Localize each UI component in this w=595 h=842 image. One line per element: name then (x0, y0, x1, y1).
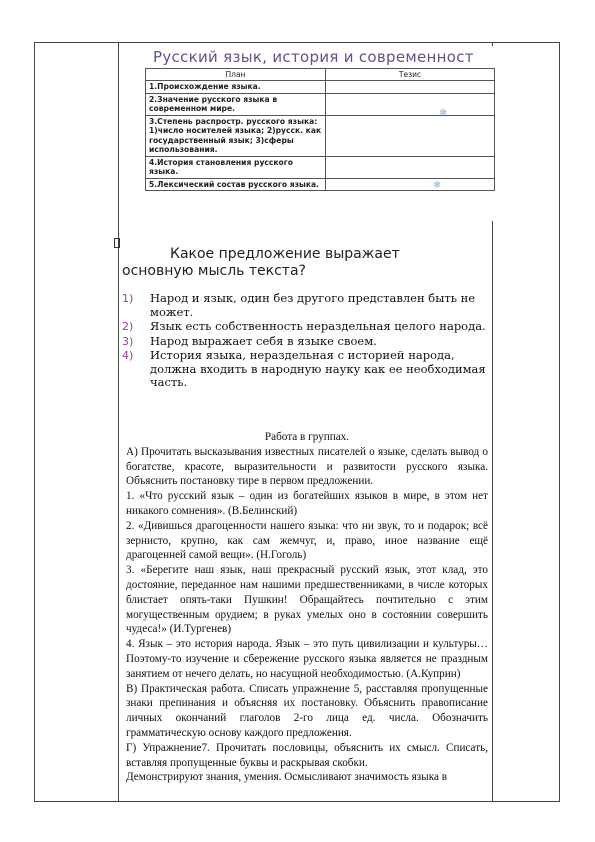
slide-question (122, 240, 492, 418)
question-title: Какое предложение выражает основную мысль текста? (122, 246, 400, 279)
plan-row: 2.Значение русского языка в современном мире. (146, 93, 326, 115)
snowflake-icon: ❄ (439, 108, 448, 119)
slide-plan (143, 46, 495, 221)
paragraph: Г) Упражнение7. Прочитать пословицы, объяснить их смысл. Списать, вставляя пропущенные буквы и раскрывая скобки. (126, 741, 488, 769)
lesson-text (126, 430, 488, 785)
thesis-header: Тезис (325, 69, 494, 81)
plan-row: 5.Лексический состав русского языка. (146, 178, 326, 191)
plan-row: 1.Происхождение языка. (146, 81, 326, 94)
paragraph: Демонстрируют знания, умения. Осмысливают значимость языка в (126, 771, 448, 784)
answer-option: 1) Народ и язык, один без другого представлен быть не может. (122, 291, 476, 319)
answer-option: 2) Язык есть собственность нераздельная целого народа. (122, 319, 486, 333)
paragraph: 4. Язык – это история народа. Язык – это путь цивилизации и культуры… Поэтому-то изучение и сбережение русского языка является не праздным занятием от нечего делать, но насущной необходимостью. (А.Куприн) (126, 638, 488, 680)
slide-title: Русский язык, история и современност (153, 48, 474, 66)
plan-table (145, 68, 495, 191)
plan-header: План (146, 69, 326, 81)
paragraph: А) Прочитать высказывания известных писателей о языке, сделать вывод о богатстве, красоте, выразительности и развитости русского языка. Объяснить постановку тире в первом предложении. (126, 445, 488, 488)
left-column (35, 42, 119, 802)
plan-row: 3.Степень распростр. русского языка: 1)число носителей языка; 2)русск. как государственный язык; 3)сферы использования. (146, 115, 326, 156)
answer-option: 3) Народ выражает себя в языке своем. (122, 333, 377, 348)
placeholder-marker (114, 238, 120, 248)
paragraph: 2. «Дивишься драгоценности нашего языка: что ни звук, то и подарок; всё зернисто, крупно, как сам жемчуг, и, право, иное название ещё драгоценней самой вещи». (Н.Гоголь) (126, 519, 488, 562)
answer-option: 4) История языка, нераздельная с историей народа, должна входить в народную науку как ее необходимая часть. (122, 348, 486, 389)
paragraph: 3. «Берегите наш язык, наш прекрасный русский язык, этот клад, это достояние, переданное нам нашими предшественниками, в числе которых блистает опять-таки Пушкин! Обращайтесь почтительно с этим могущественным орудием; в руках умелых оно в состоянии совершить чудеса!» (И.Тургенев) (126, 564, 488, 636)
answer-options (122, 292, 492, 391)
section-heading: Работа в группах. (264, 431, 350, 443)
snowflake-icon: ❄ (433, 180, 442, 191)
paragraph: В) Практическая работа. Списать упражнение 5, расставляя пропущенные знаки препинания и объясняя их постановку. Объяснить правописание личных окончаний глаголов 2-го лица ед. числа. Обозначить грамматическую основу каждого предложения. (126, 682, 488, 739)
paragraph: 1. «Что русский язык – один из богатейших языков в мире, в этом нет никакого сомнения». (В.Белинский) (126, 490, 488, 517)
plan-row: 4.История становления русского языка. (146, 156, 326, 178)
